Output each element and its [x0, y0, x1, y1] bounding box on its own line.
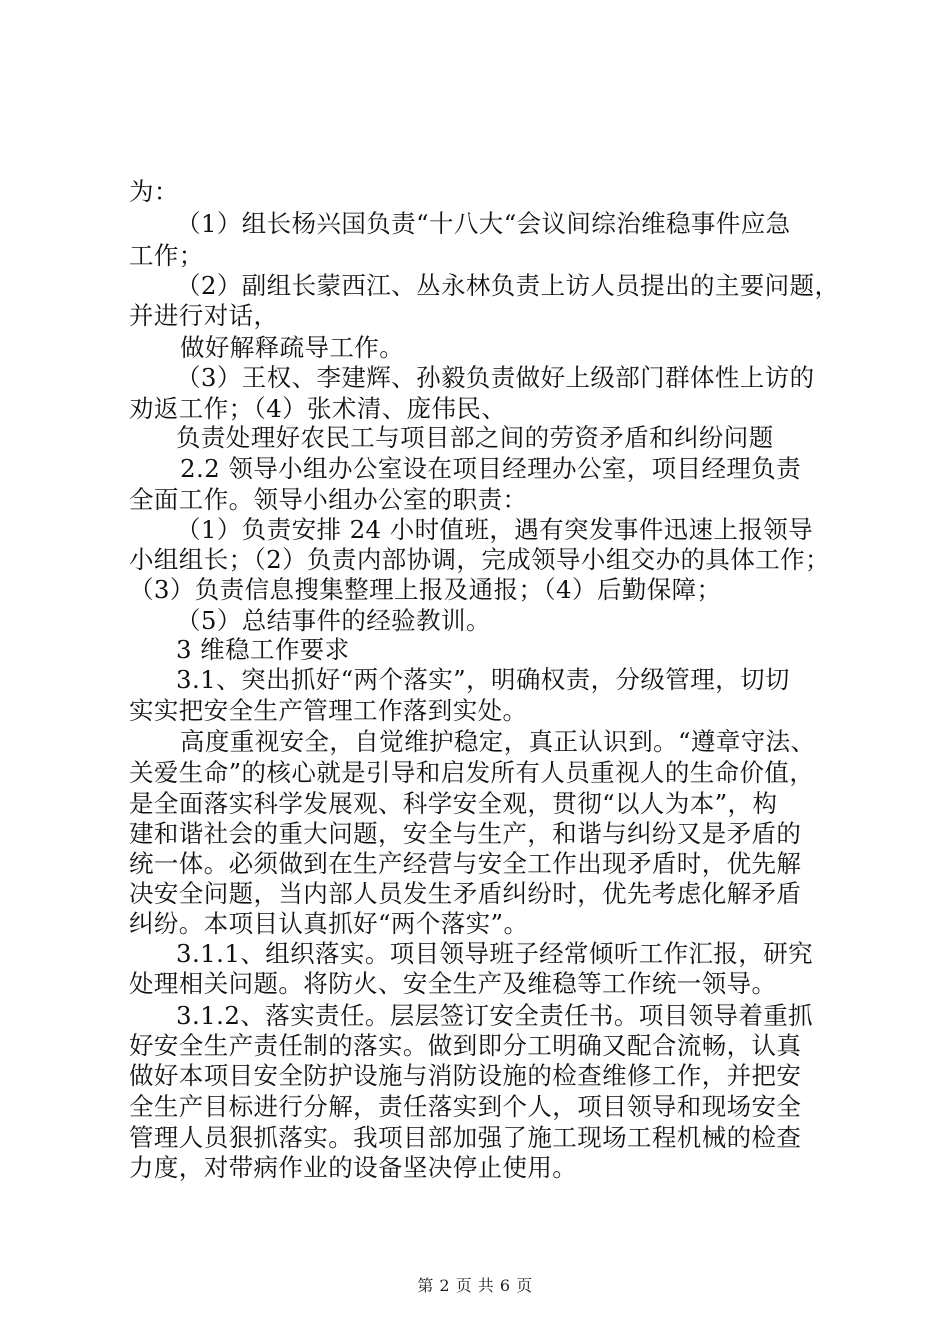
text-line: 全生产目标进行分解，责任落实到个人，项目领导和现场安全 [129, 1092, 802, 1121]
text-line: （1）负责安排 24 小时值班，遇有突发事件迅速上报领导 [176, 515, 814, 544]
text-line: 处理相关问题。将防火、安全生产及维稳等工作统一领导。 [129, 969, 777, 998]
text-line: 关爱生命”的核心就是引导和启发所有人员重视人的生命价值， [129, 758, 815, 787]
text-line: 2.2 领导小组办公室设在项目经理办公室，项目经理负责 [180, 454, 802, 483]
text-line: 建和谐社会的重大问题，安全与生产，和谐与纠纷又是矛盾的 [129, 819, 802, 848]
text-line: 3.1.1、组织落实。项目领导班子经常倾听工作汇报，研究 [176, 939, 814, 968]
text-line: 负责处理好农民工与项目部之间的劳资矛盾和纠纷问题 [176, 423, 774, 452]
text-line: 好安全生产责任制的落实。做到即分工明确又配合流畅，认真 [129, 1031, 802, 1060]
text-line: （3）王权、李建辉、孙毅负责做好上级部门群体性上访的 [176, 363, 815, 392]
text-line: 3 维稳工作要求 [176, 635, 350, 664]
text-line: 统一体。必须做到在生产经营与安全工作出现矛盾时，优先解 [129, 849, 802, 878]
text-line: 为： [129, 177, 179, 206]
text-line: 全面工作。领导小组办公室的职责： [129, 485, 528, 514]
text-line: 做好解释疏导工作。 [180, 333, 405, 362]
text-line: 3.1、突出抓好“两个落实”，明确权责，分级管理，切切 [176, 665, 790, 694]
text-line: 3.1.2、落实责任。层层签订安全责任书。项目领导着重抓 [176, 1001, 814, 1030]
text-line: 管理人员狠抓落实。我项目部加强了施工现场工程机械的检查 [129, 1123, 802, 1152]
text-line: （3）负责信息搜集整理上报及通报；（4）后勤保障； [129, 575, 722, 604]
text-line: 是全面落实科学发展观、科学安全观，贯彻“以人为本”，构 [129, 789, 778, 818]
text-line: （2）副组长蒙西江、丛永林负责上访人员提出的主要问题， [176, 271, 840, 300]
text-line: 纠纷。本项目认真抓好“两个落实”。 [129, 909, 529, 938]
text-line: （5）总结事件的经验教训。 [176, 606, 491, 635]
text-line: 力度，对带病作业的设备坚决停止使用。 [129, 1153, 578, 1182]
text-line: 实实把安全生产管理工作落到实处。 [129, 696, 528, 725]
text-line: 高度重视安全，自觉维护稳定，真正认识到。“遵章守法、 [180, 727, 816, 756]
text-line: 做好本项目安全防护设施与消防设施的检查维修工作，并把安 [129, 1061, 802, 1090]
page-number-footer: 第 2 页 共 6 页 [417, 1276, 533, 1295]
text-line: （1）组长杨兴国负责“十八大“会议间综治维稳事件应急 [176, 209, 791, 238]
text-line: 并进行对话， [129, 301, 279, 330]
text-line: 小组组长；（2）负责内部协调，完成领导小组交办的具体工作； [129, 545, 830, 574]
text-line: 工作； [129, 241, 204, 270]
text-line: 劝返工作；（4）张术清、庞伟民、 [129, 394, 507, 423]
text-line: 决安全问题，当内部人员发生矛盾纠纷时，优先考虑化解矛盾 [129, 879, 802, 908]
